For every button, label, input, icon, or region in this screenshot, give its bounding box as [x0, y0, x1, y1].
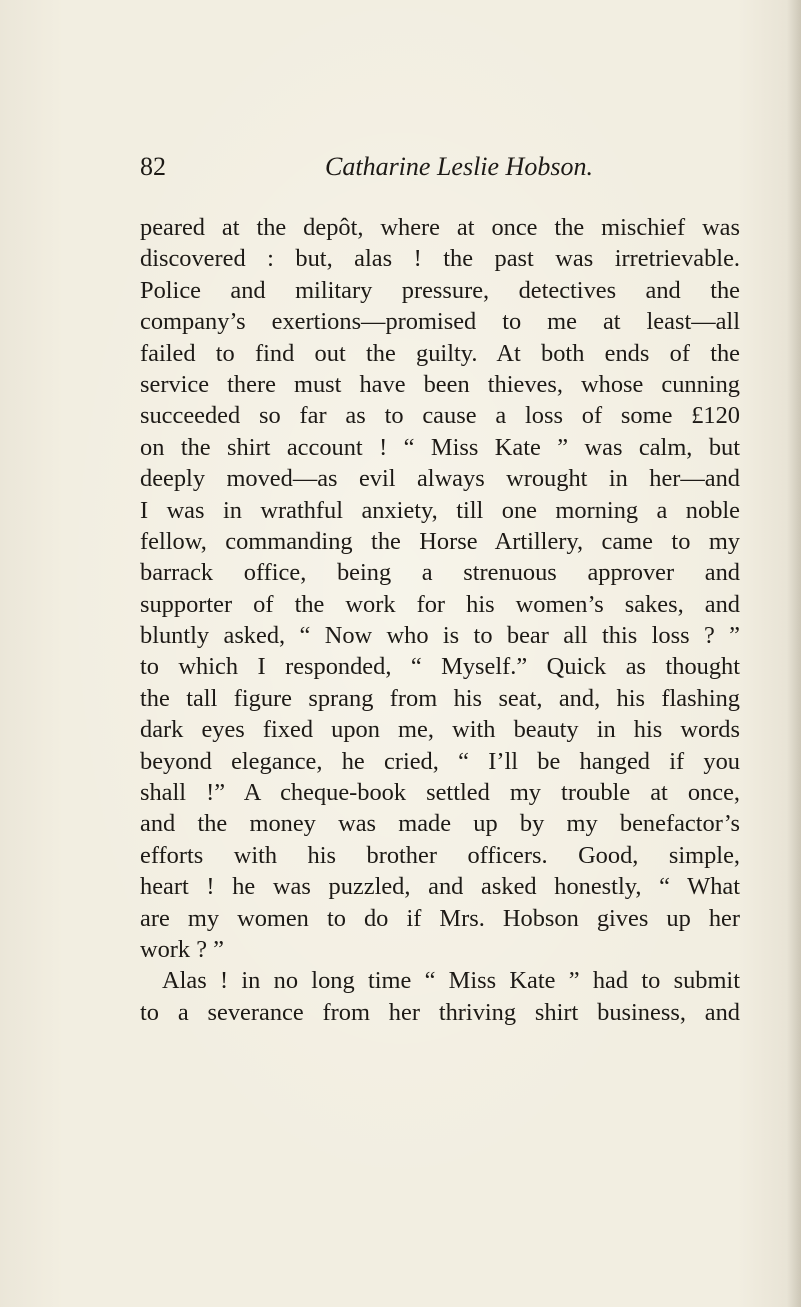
text-line: the tall figure sprang from his seat, and, his flashing [140, 684, 740, 712]
running-title: Catharine Leslie Hobson. [325, 152, 593, 181]
text-line: dark eyes fixed upon me, with beauty in his words [140, 716, 740, 744]
text-line: efforts with his brother officers. Good, simple, [140, 841, 740, 869]
body-text [140, 212, 740, 1028]
text-line: supporter of the work for his women’s sakes, and [140, 590, 740, 618]
text-line: are my women to do if Mrs. Hobson gives up her [140, 904, 740, 932]
page-number: 82 [140, 152, 166, 181]
text-line: fellow, commanding the Horse Artillery, came to my [140, 527, 740, 555]
text-line: peared at the depôt, where at once the mischief was [140, 214, 740, 241]
page-header [140, 152, 740, 192]
text-line: barrack office, being a strenuous approver and [140, 559, 740, 587]
text-line: company’s exertions—promised to me at least—all [140, 308, 740, 336]
text-line: and the money was made up by my benefactor’s [140, 810, 740, 838]
text-line: deeply moved—as evil always wrought in her—and [140, 465, 740, 493]
text-line: succeeded so far as to cause a loss of some £120 [140, 402, 740, 430]
text-line: to a severance from her thriving shirt business, and [140, 998, 740, 1026]
text-line: I was in wrathful anxiety, till one morning a noble [140, 496, 740, 524]
text-line: on the shirt account ! “ Miss Kate ” was calm, but [140, 433, 740, 461]
text-line: service there must have been thieves, whose cunning [140, 370, 740, 398]
paragraph-end-line: work ? ” [140, 935, 224, 963]
text-line: beyond elegance, he cried, “ I’ll be hanged if you [140, 747, 740, 775]
text-line: failed to find out the guilty. At both ends of the [140, 339, 740, 367]
text-line: bluntly asked, “ Now who is to bear all this loss ? ” [140, 622, 740, 650]
paragraph-first-line: Alas ! in no long time “ Miss Kate ” had to submit [162, 967, 740, 995]
text-line: Police and military pressure, detectives and the [140, 276, 740, 304]
text-line: to which I responded, “ Myself.” Quick as thought [140, 653, 740, 681]
text-line: shall !” A cheque-book settled my trouble at once, [140, 779, 740, 807]
page-edge-shadow [787, 0, 801, 1307]
text-line: heart ! he was puzzled, and asked honestly, “ What [140, 873, 740, 901]
text-line: discovered : but, alas ! the past was irretrievable. [140, 245, 740, 273]
